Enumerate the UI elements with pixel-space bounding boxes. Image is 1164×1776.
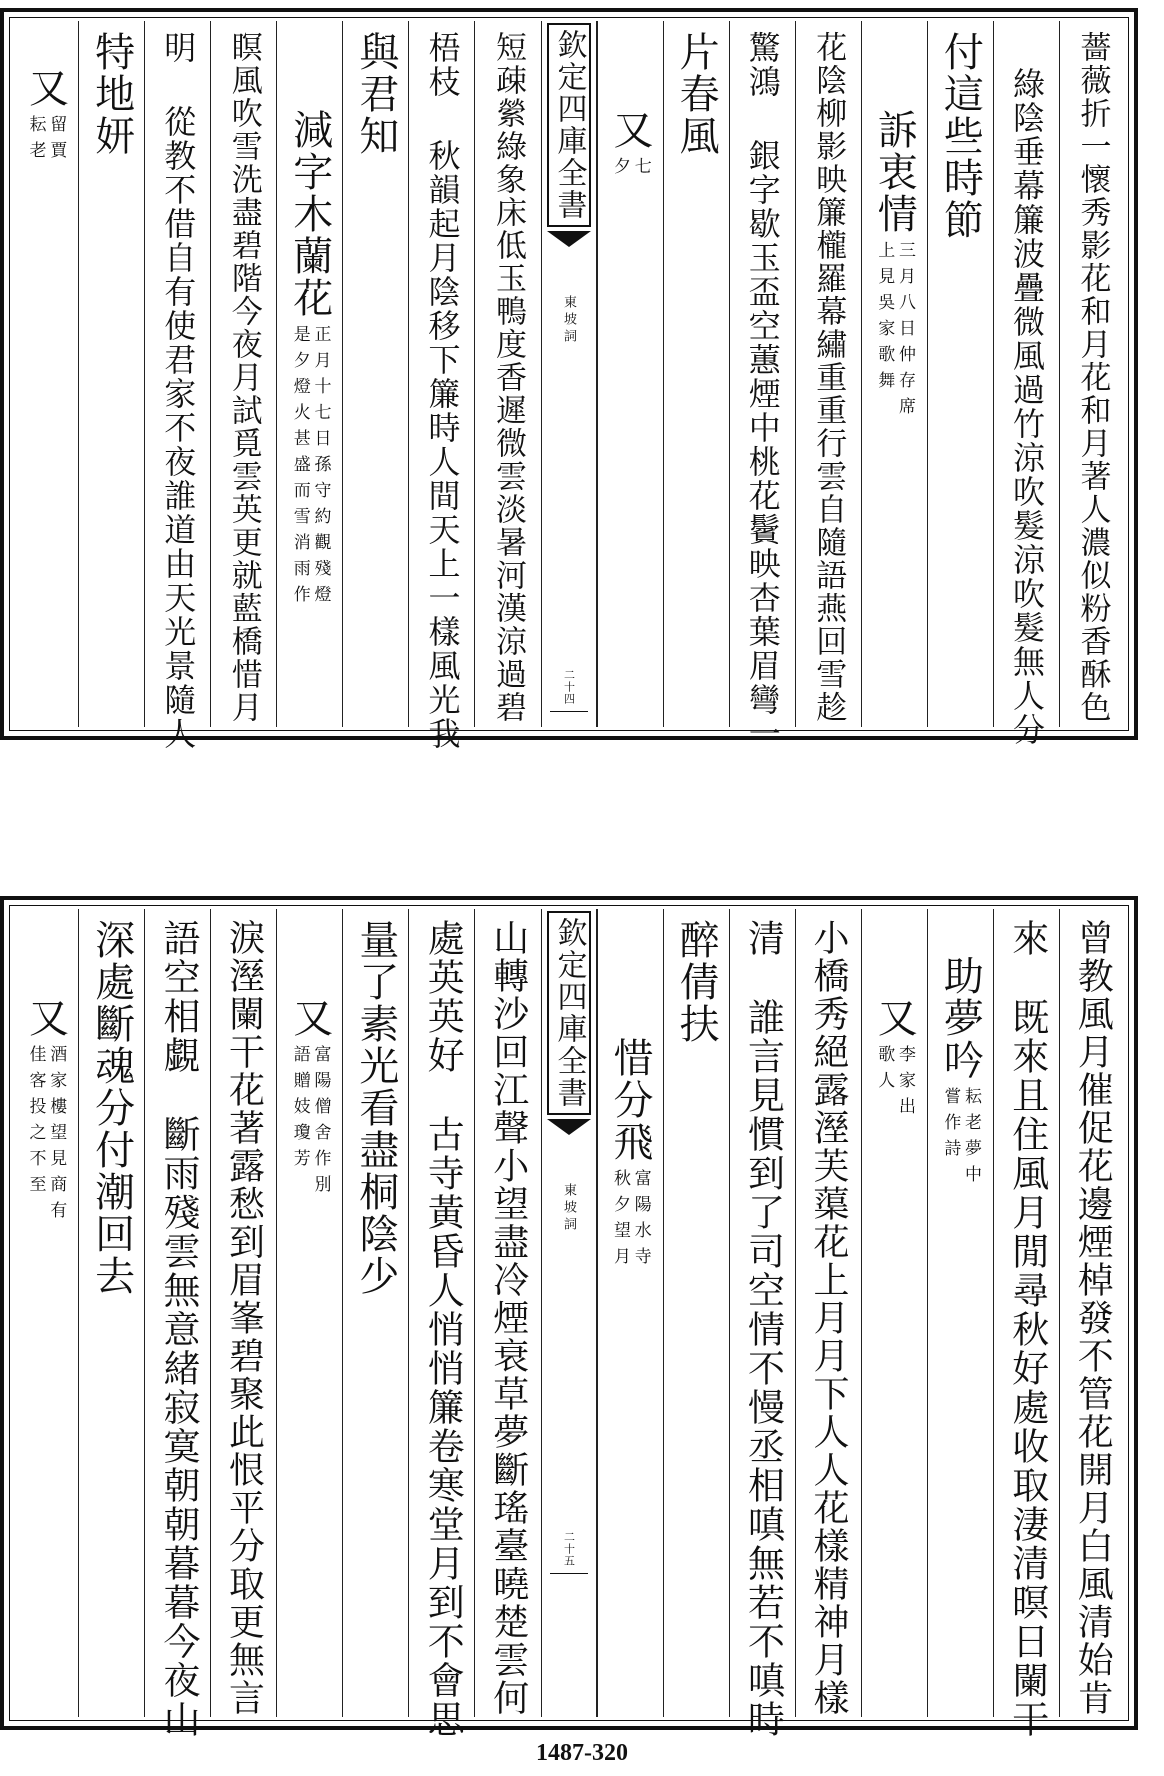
column-text: 明: [159, 31, 198, 65]
annotation-line: 富陽水寺: [630, 1169, 651, 1273]
text-column: [1059, 21, 1125, 727]
text-column: [210, 21, 276, 727]
column-text: 醉倩扶: [673, 919, 720, 1045]
column-text: 綠陰垂幕簾波疊微風過竹涼吹髮涼吹髮無人分: [1008, 67, 1046, 747]
annotation-line: 富陽僧舍作別: [310, 1045, 331, 1201]
poem-title: 惜分飛: [607, 1037, 654, 1163]
column-text: 從教不借自有使君家不夜誰道由天光景隨人: [159, 105, 198, 751]
poem-title: 又: [871, 997, 918, 1039]
annotation: [26, 115, 65, 167]
column-text: 特地妍: [88, 31, 135, 157]
annotation-line: 語贈妓瓊芳: [289, 1045, 310, 1175]
text-column: [342, 21, 408, 727]
title-column: [927, 909, 993, 1717]
column-text: 花陰柳影映簾櫳羅幕繡重重行雲自隨語燕回雪趁: [810, 31, 847, 724]
poem-title: 減字木蘭花: [286, 109, 333, 319]
annotation-line: 上見吳家歌舞: [874, 241, 895, 397]
annotation: [875, 1045, 914, 1123]
annotation-line: 是夕燈火甚盛而雪消雨作: [289, 325, 310, 611]
column-text: 片春風: [673, 31, 720, 157]
annotation-line: 李家出: [894, 1045, 915, 1123]
annotation-line: 歌人: [874, 1045, 895, 1097]
fishtail-mark: [547, 1119, 591, 1135]
bottom-page: [0, 896, 1138, 1739]
annotation-line: 耘老夢中: [961, 1087, 982, 1191]
poem-title: 助夢吟: [937, 955, 984, 1081]
title-column: [13, 21, 78, 727]
column-text: 與君知: [352, 31, 399, 157]
banner-title: 欽定四庫全書: [551, 917, 587, 1109]
column-text: 山轉沙回江聲小望盡冷煙衰草夢斷瑤臺曉楚雲何: [487, 919, 529, 1717]
annotation-line: 耘老: [25, 115, 46, 167]
title-column: [597, 21, 663, 727]
banner-title: 欽定四庫全書: [551, 29, 587, 221]
annotation-line: 夕: [610, 157, 631, 183]
banner-rule: [550, 1573, 588, 1574]
banner-book: 東坡詞: [561, 1183, 576, 1234]
text-column: [474, 21, 540, 727]
title-column: [597, 909, 663, 1717]
text-column: [993, 909, 1059, 1739]
center-banner: [541, 909, 597, 1717]
annotation-line: 佳客投之不至: [25, 1045, 46, 1201]
title-column: [861, 909, 927, 1717]
title-column: [276, 909, 342, 1717]
text-column: [795, 21, 861, 727]
text-column: [729, 909, 795, 1739]
text-column: [663, 21, 729, 727]
text-column: [408, 21, 474, 751]
column-text: 斷雨殘雲無意緒寂寞朝朝暮暮今夜山: [157, 1115, 200, 1739]
column-text: 秋韻起月陰移下簾時人間天上一樣風光我: [423, 139, 462, 751]
banner-book: 東坡詞: [561, 295, 576, 346]
column-text: 銀字歇玉盃空蕙煙中桃花鬢映杏葉眉彎一: [743, 139, 782, 751]
title-column: [276, 21, 342, 727]
poem-title: 又: [286, 997, 333, 1039]
banner-page-number: 二十五: [562, 1531, 576, 1567]
annotation: [290, 325, 329, 611]
column-text: 深處斷魂分付潮回去: [88, 919, 135, 1297]
annotation-line: 秋夕望月: [610, 1169, 631, 1273]
annotation-line: 三月八日仲存席: [894, 241, 915, 423]
annotation-line: 正月十七日孫守約觀殘燈: [310, 325, 331, 611]
annotation: [290, 1045, 329, 1201]
column-text: 量了素光看盡桐陰少: [352, 919, 399, 1297]
poem-title: 又: [22, 67, 69, 109]
annotation-line: 留賈: [46, 115, 67, 167]
annotation: [610, 1169, 649, 1273]
column-text: 薔薇折一懷秀影花和月花和月著人濃似粉香酥色: [1074, 31, 1111, 724]
text-column: [1059, 909, 1125, 1717]
text-column: [663, 909, 729, 1717]
text-column: [78, 21, 144, 727]
poem-title: 又: [22, 997, 69, 1039]
column-text: 淚溼闌干花著露愁到眉峯碧聚此恨平分取更無言: [223, 919, 265, 1717]
column-text: 梧枝: [423, 31, 462, 99]
column-text: 驚鴻: [743, 31, 782, 99]
text-column: [474, 909, 540, 1717]
text-column: [210, 909, 276, 1717]
text-column: [993, 21, 1059, 747]
top-page: [0, 8, 1138, 751]
column-text: 來: [1005, 919, 1049, 958]
column-text: 短疎縈綠象床低玉鴨度香遲微雲淡暑河漢涼過碧: [490, 31, 527, 724]
page-footer-number: 1487-320: [536, 1740, 628, 1766]
text-column: [795, 909, 861, 1717]
annotation-line: 嘗作詩: [940, 1087, 961, 1165]
poem-title: 又: [607, 109, 654, 151]
text-column: [729, 21, 795, 751]
column-text: 語空相覷: [157, 919, 200, 1075]
column-text: 既來且住風月閒尋秋好處收取淒清暝日闌干: [1005, 998, 1049, 1739]
banner-rule: [550, 711, 588, 712]
text-column: [144, 21, 210, 751]
column-text: 處英英好: [421, 919, 465, 1075]
banner-title-box: [547, 23, 591, 227]
banner-page-number: 二十四: [562, 669, 576, 705]
column-text: 小橋秀絕露溼芙蕖花上月月下人人花樣精神月樣: [808, 919, 850, 1717]
annotation: [610, 157, 649, 183]
column-text: 曾教風月催促花邊煙棹發不管花開月白風清始肯: [1072, 919, 1114, 1717]
text-column: [927, 21, 993, 727]
title-column: [13, 909, 78, 1717]
fishtail-mark: [547, 231, 591, 247]
column-text: 瞑風吹雪洗盡碧階今夜月試覓雲英更就藍橋惜月: [225, 31, 262, 724]
title-column: [861, 21, 927, 727]
column-text: 付這些時節: [937, 31, 984, 241]
center-banner: [541, 21, 597, 727]
text-column: [342, 909, 408, 1717]
column-text: 誰言見慣到了司空情不慢丞相嗔無若不嗔時: [741, 998, 785, 1739]
annotation-line: 七: [630, 157, 651, 183]
annotation-line: 酒家樓望見商有: [46, 1045, 67, 1227]
poem-title: 訴衷情: [871, 109, 918, 235]
column-text: 古寺黃昏人悄悄簾卷寒堂月到不會思: [421, 1115, 465, 1739]
annotation: [26, 1045, 65, 1227]
column-text: 清: [741, 919, 785, 958]
banner-title-box: [547, 911, 591, 1115]
annotation: [875, 241, 914, 423]
text-column: [78, 909, 144, 1717]
text-column: [144, 909, 210, 1739]
text-column: [408, 909, 474, 1739]
annotation: [941, 1087, 980, 1191]
